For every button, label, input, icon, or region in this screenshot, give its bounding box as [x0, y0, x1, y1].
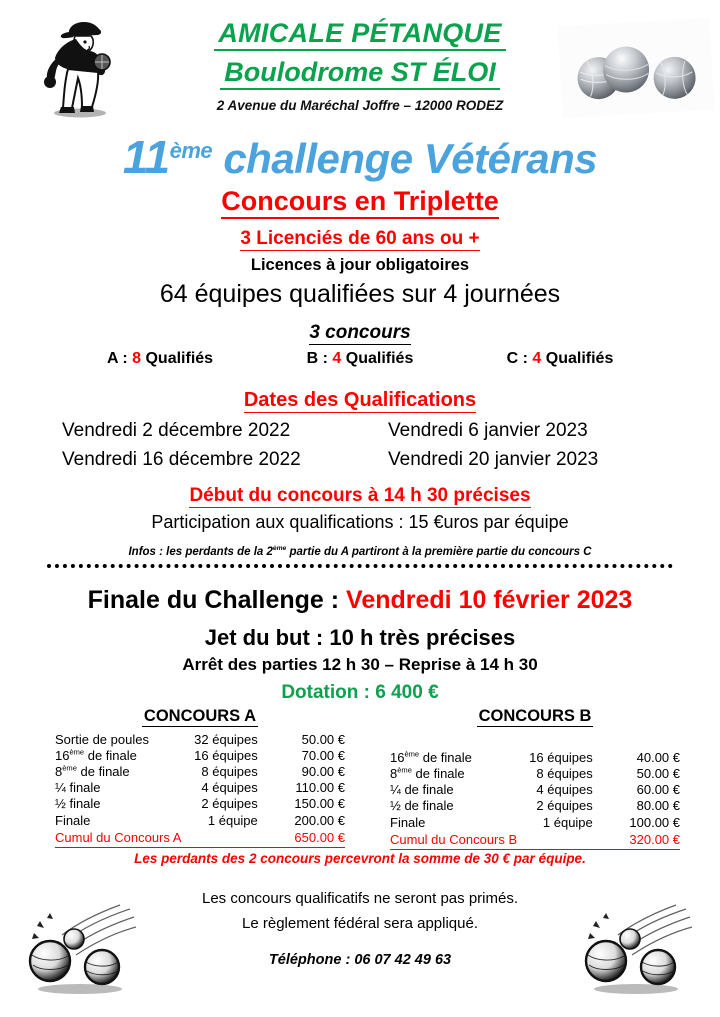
stage-label: Sortie de poules: [55, 731, 149, 747]
edition-suffix: ème: [169, 138, 213, 163]
challenge-text: challenge Vétérans: [223, 135, 598, 182]
prize-table-a-title-label: CONCOURS A: [143, 707, 257, 725]
infos-line: [0, 546, 720, 558]
contest-a-suffix: Qualifiés: [141, 350, 214, 367]
total-blank-cell: [518, 830, 599, 849]
participation-fee-line: Participation aux qualifications : 15 €uros par équipe: [151, 512, 569, 532]
note-qualifying-not-prized: Les concours qualificatifs ne seront pas primés.: [202, 890, 518, 907]
qualification-date-4: Vendredi 20 janvier 2023: [388, 449, 599, 471]
table-row: [390, 782, 680, 798]
club-name-line2: Boulodrome ST ÉLOI: [220, 57, 500, 90]
qualification-dates-heading: [0, 389, 720, 412]
prize-tables: [55, 707, 680, 850]
final-date: Vendredi 10 février 2023: [346, 586, 633, 614]
stage-cell: [55, 796, 183, 812]
contest-b-qualified: [260, 350, 460, 368]
dotation-line: Dotation : 6 400 €: [281, 682, 439, 703]
contest-a-qualified: [60, 350, 260, 368]
boules-sketch-right-icon: [578, 899, 698, 999]
teams-cell: 4 équipes: [201, 780, 258, 796]
table-row: [55, 731, 345, 747]
stage-cell: [55, 763, 183, 779]
eligibility-line: [0, 228, 720, 250]
stage-cell: [390, 749, 518, 765]
teams-cell: 2 équipes: [201, 796, 258, 812]
start-time-line: [0, 485, 720, 507]
table-row: [390, 749, 680, 765]
amount-cell: 70.00 €: [301, 747, 345, 763]
qualification-dates-row: [62, 416, 662, 445]
start-time-label: Début du concours à 14 h 30 précises: [189, 485, 531, 506]
stage-label: ¼ de finale: [390, 782, 454, 798]
stage-cell: [390, 782, 518, 798]
stage-label: ½ de finale: [390, 798, 454, 814]
table-row: [55, 763, 345, 779]
teams-cell: 16 équipes: [529, 749, 593, 765]
infos-ordinal-suffix: ème: [272, 545, 287, 553]
contest-c-count: 4: [532, 350, 542, 367]
total-label-cell: Cumul du Concours B: [390, 832, 518, 848]
prize-table-a-title: [55, 707, 345, 726]
table-row: [55, 812, 345, 828]
total-amount-cell: 650.00 €: [264, 828, 345, 847]
stage-label: ½ finale: [55, 796, 101, 812]
break-info-line: Arrêt des parties 12 h 30 – Reprise à 14 h 30: [182, 655, 538, 674]
teams-count-line: 64 équipes qualifiées sur 4 journées: [159, 280, 561, 308]
losers-note: Les perdants des 2 concours percevront la somme de 30 € par équipe.: [134, 851, 586, 866]
stage-rest: de finale: [411, 765, 465, 781]
amount-cell: 80.00 €: [636, 798, 680, 814]
prize-table-b-grid: [390, 731, 680, 850]
amount-cell: 100.00 €: [629, 814, 680, 830]
boules-sketch-left-icon: [22, 899, 142, 999]
contests-qualified-row: [60, 350, 660, 368]
club-address: 2 Avenue du Maréchal Joffre – 12000 RODEZ: [216, 98, 504, 114]
stage-cell: [390, 798, 518, 814]
stage-sup: ème: [397, 765, 412, 775]
contest-c-qualified: [460, 350, 660, 368]
table-total-row: [55, 828, 345, 847]
prize-table-concours-b: [390, 707, 680, 850]
stage-cell: [55, 780, 183, 796]
stage-label: ¼ finale: [55, 780, 101, 796]
club-header: [0, 18, 720, 113]
contest-format: [0, 186, 720, 217]
stage-sup: ème: [62, 763, 77, 773]
stage-rest: de finale: [84, 747, 137, 763]
contest-b-count: 4: [332, 350, 342, 367]
stage-cell: [55, 812, 183, 828]
phone-line: Téléphone : 06 07 42 49 63: [268, 952, 452, 968]
total-amount-cell: 320.00 €: [599, 830, 680, 849]
contest-format-label: Concours en Triplette: [221, 186, 499, 219]
table-row: [390, 765, 680, 781]
qualification-date-2: Vendredi 6 janvier 2023: [388, 420, 588, 441]
stage-cell: [55, 731, 183, 747]
final-date-line: [0, 586, 720, 615]
amount-cell: 90.00 €: [301, 763, 345, 779]
teams-cell: 8 équipes: [536, 765, 593, 781]
table-row: [55, 780, 345, 796]
prize-table-b-title-label: CONCOURS B: [478, 707, 592, 725]
stage-cell: [390, 814, 518, 830]
prize-table-b-title: [390, 707, 680, 726]
total-label-cell: Cumul du Concours A: [55, 830, 182, 846]
stage-sup: ème: [69, 747, 85, 757]
amount-cell: 50.00 €: [301, 731, 345, 747]
stage-label: 16: [55, 747, 70, 763]
teams-cell: 1 équipe: [207, 812, 258, 828]
stage-label: Finale: [55, 812, 91, 828]
qualification-dates-row: [62, 445, 662, 474]
contests-heading: [0, 322, 720, 344]
infos-prefix: Infos : les perdants de la 2: [128, 546, 273, 558]
qualification-dates-grid: [62, 416, 662, 475]
stage-label: 8: [55, 763, 63, 779]
amount-cell: 50.00 €: [636, 765, 680, 781]
stage-cell: [55, 747, 183, 763]
amount-cell: 150.00 €: [294, 796, 345, 812]
amount-cell: 60.00 €: [636, 782, 680, 798]
amount-cell: 200.00 €: [294, 812, 345, 828]
stage-label: 8: [390, 765, 398, 781]
amount-cell: 110.00 €: [295, 780, 345, 796]
contest-a-count: 8: [132, 350, 142, 367]
edition-number: 11: [122, 131, 170, 183]
stage-rest: de finale: [76, 763, 130, 779]
teams-cell: 8 équipes: [201, 763, 258, 779]
contest-b-prefix: B :: [306, 350, 333, 367]
section-divider: [47, 564, 673, 568]
stage-sup: ème: [404, 749, 420, 759]
prize-table-a-grid: [55, 731, 345, 848]
final-label: Finale du Challenge :: [87, 586, 347, 614]
stage-rest: de finale: [419, 749, 472, 765]
contest-a-prefix: A :: [106, 350, 133, 367]
table-total-row: [390, 830, 680, 849]
table-row: [55, 796, 345, 812]
prize-table-concours-a: [55, 707, 345, 850]
contest-b-suffix: Qualifiés: [341, 350, 414, 367]
teams-cell: 16 équipes: [194, 747, 258, 763]
qualification-date-3: Vendredi 16 décembre 2022: [62, 449, 301, 471]
stage-label: Finale: [390, 814, 426, 830]
stage-cell: [390, 765, 518, 781]
qualification-date-1: Vendredi 2 décembre 2022: [62, 420, 291, 441]
eligibility-label: 3 Licenciés de 60 ans ou +: [240, 228, 480, 249]
qualification-dates-heading-label: Dates des Qualifications: [243, 389, 477, 411]
club-name-line1: AMICALE PÉTANQUE: [214, 18, 505, 51]
total-blank-cell: [183, 828, 264, 847]
amount-cell: 40.00 €: [636, 749, 680, 765]
teams-cell: 1 équipe: [542, 814, 593, 830]
jet-du-but-line: Jet du but : 10 h très précises: [204, 625, 516, 650]
note-federal-rules: Le règlement fédéral sera appliqué.: [242, 915, 478, 932]
table-row: [390, 814, 680, 830]
infos-suffix: partie du A partiront à la première partie du concours C: [286, 546, 592, 558]
contest-c-suffix: Qualifiés: [541, 350, 614, 367]
table-spacer-row: [390, 731, 680, 749]
contest-c-prefix: C :: [506, 350, 533, 367]
table-row: [390, 798, 680, 814]
contests-heading-label: 3 concours: [309, 322, 411, 343]
teams-cell: 32 équipes: [194, 731, 258, 747]
licence-note: Licences à jour obligatoires: [250, 256, 470, 274]
teams-cell: 4 équipes: [536, 782, 593, 798]
teams-cell: 2 équipes: [536, 798, 593, 814]
stage-label: 16: [390, 749, 405, 765]
challenge-title: [0, 130, 720, 184]
table-row: [55, 747, 345, 763]
